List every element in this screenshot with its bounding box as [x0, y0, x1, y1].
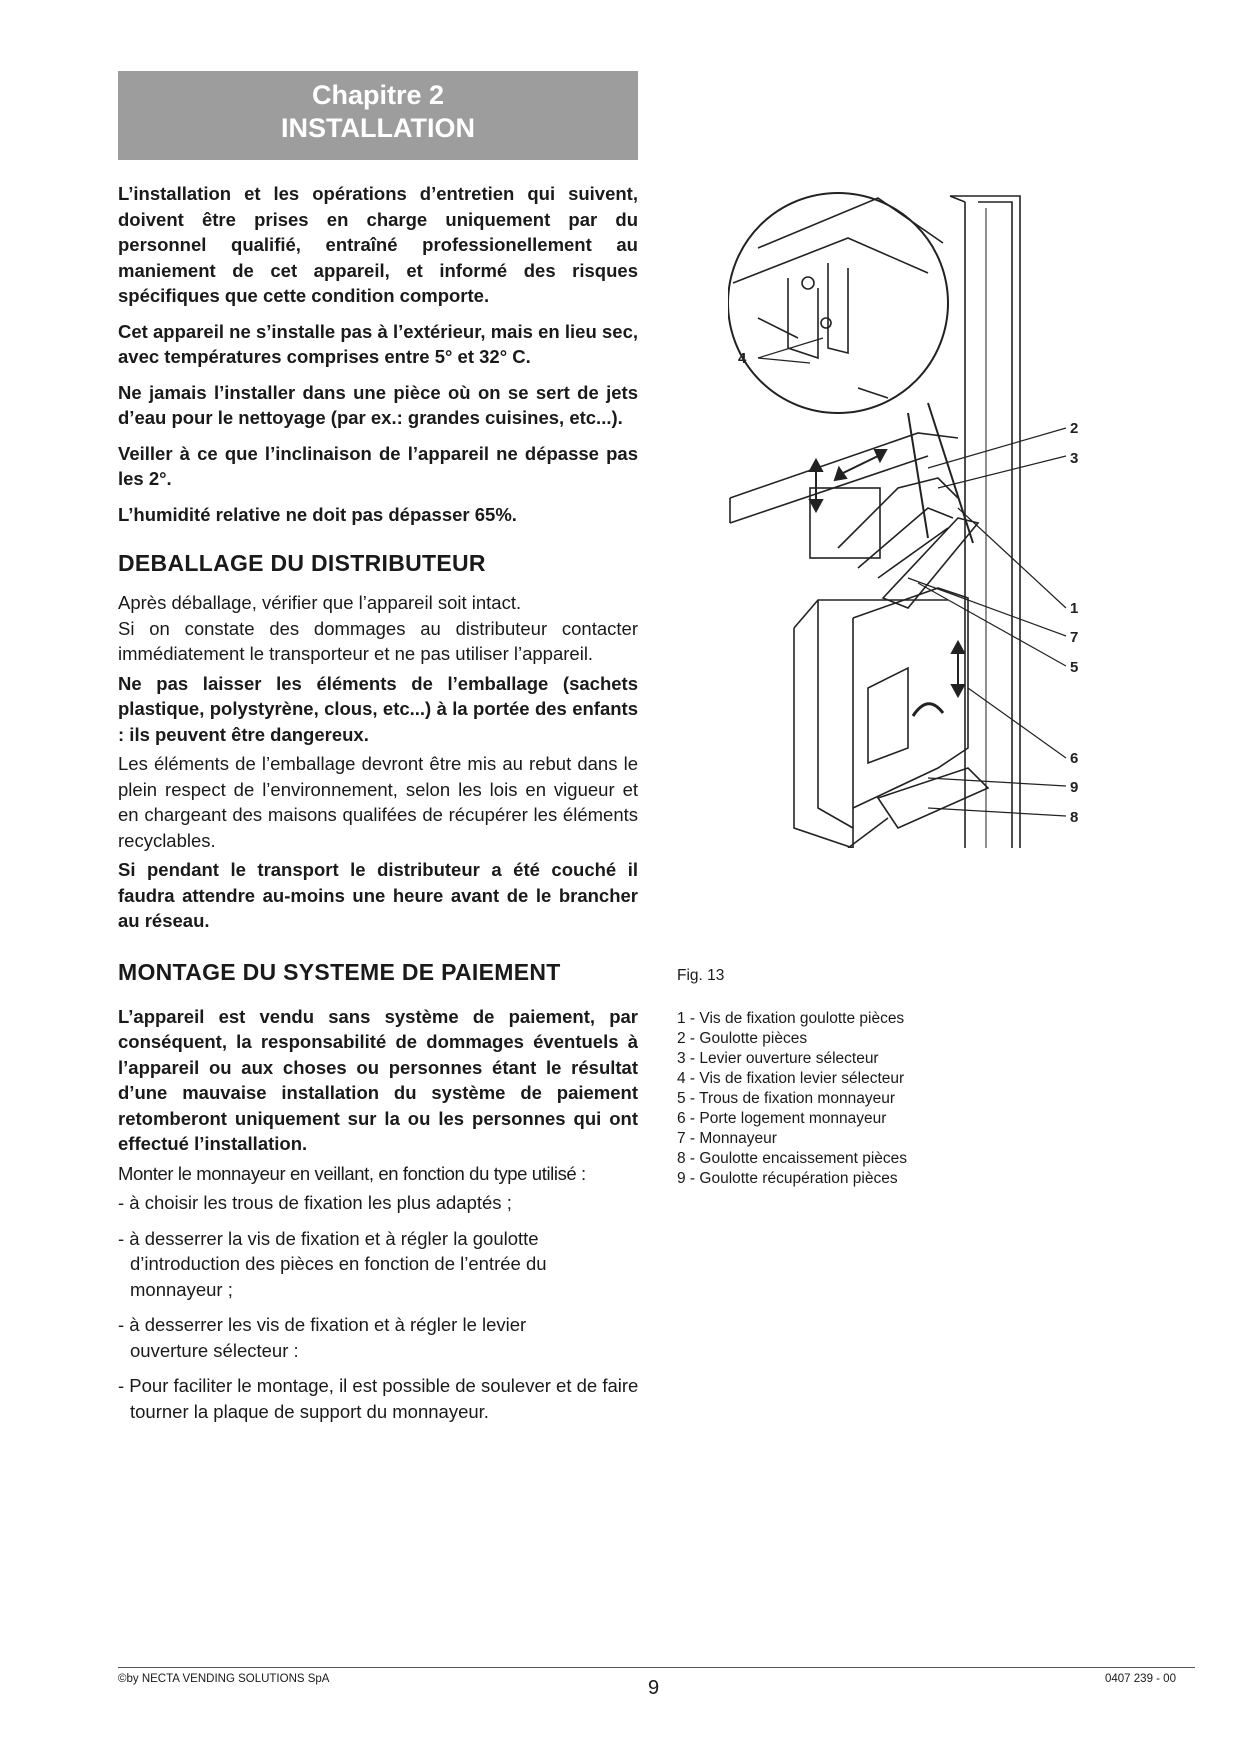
payment-list-item-2: - à desserrer la vis de fixation et à régler la goulotte d’introduction des pièces en fonction de l’entrée du monnayeur ; — [118, 1227, 547, 1300]
callout-1: 1 — [1070, 600, 1079, 617]
legend-item: 2 - Goulotte pièces — [677, 1030, 808, 1047]
legend-item: 8 - Goulotte encaissement pièces — [677, 1150, 908, 1167]
callout-9: 9 — [1070, 779, 1079, 796]
footer-divider — [118, 1667, 1195, 1668]
payment-paragraph-2: Monter le monnayeur en veillant, en fonction du type utilisé : — [118, 1162, 586, 1184]
intro-paragraph-1: L’installation et les opérations d’entretien qui suivent, doivent être prises en charge uniquement par du personnel qualifié, entraîné professionellement au maniement de cet appareil, et informé des risques spécifiques que cette condition comporte. — [118, 183, 638, 306]
callout-6: 6 — [1070, 750, 1079, 767]
legend-item: 9 - Goulotte récupération pièces — [677, 1170, 898, 1187]
legend-item: 6 - Porte logement monnayeur — [677, 1110, 887, 1127]
chapter-number: Chapitre 2 — [311, 80, 445, 110]
payment-list-item-4: - Pour faciliter le montage, il est possible de soulever et de faire tourner la plaque de support du monnayeur. — [118, 1375, 639, 1422]
callout-5: 5 — [1070, 659, 1079, 676]
payment-list-item-1: - à choisir les trous de fixation les plus adaptés ; — [118, 1192, 512, 1213]
figure-legend — [677, 1009, 907, 1189]
document-code: 0407 239 - 00 — [1105, 1673, 1176, 1685]
unpacking-paragraph-4: Si pendant le transport le distributeur a été couché il faudra attendre au-moins une heure avant de le brancher au réseau. — [118, 859, 638, 931]
intro-paragraph-3: Ne jamais l’installer dans une pièce où on se sert de jets d’eau pour le nettoyage (par ex.: grandes cuisines, etc...). — [118, 381, 638, 428]
page-number: 9 — [648, 1677, 660, 1699]
callout-4: 4 — [738, 350, 747, 367]
callout-2: 2 — [1070, 420, 1079, 437]
footer-copyright: ©by NECTA VENDING SOLUTIONS SpA — [118, 1673, 330, 1685]
chapter-banner — [118, 71, 638, 160]
legend-item: 4 - Vis de fixation levier sélecteur — [677, 1070, 905, 1087]
intro-paragraph-2: Cet appareil ne s’installe pas à l’extérieur, mais en lieu sec, avec températures comprises entre 5° et 32° C. — [118, 320, 638, 367]
coin-mechanism-illustration — [728, 188, 1128, 848]
chapter-title: INSTALLATION — [281, 113, 475, 143]
unpacking-paragraph-1b: Si on constate des dommages au distributeur contacter immédiatement le transporteur et ne pas utiliser l’appareil. — [118, 617, 638, 664]
legend-item: 1 - Vis de fixation goulotte pièces — [677, 1010, 905, 1027]
unpacking-paragraph-1a: Après déballage, vérifier que l’appareil soit intact. — [118, 592, 522, 613]
callout-8: 8 — [1070, 809, 1079, 826]
payment-list-item-3: - à desserrer les vis de fixation et à régler le levier ouverture sélecteur : — [118, 1314, 527, 1361]
unpacking-paragraph-3: Les éléments de l’emballage devront être mis au rebut dans le plein respect de l’environnement, selon les lois en vigueur et en chargeant des maisons qualifées de récupérer les éléments recyclables. — [118, 753, 638, 851]
legend-item: 7 - Monnayeur — [677, 1130, 777, 1147]
legend-item: 3 - Levier ouverture sélecteur — [677, 1050, 879, 1067]
figure-caption: Fig. 13 — [677, 967, 725, 984]
legend-item: 5 - Trous de fixation monnayeur — [677, 1090, 895, 1107]
callout-7: 7 — [1070, 629, 1079, 646]
unpacking-heading: DEBALLAGE DU DISTRIBUTEUR — [118, 550, 486, 576]
intro-paragraph-5: L’humidité relative ne doit pas dépasser 65%. — [118, 503, 517, 525]
callout-3: 3 — [1070, 450, 1079, 467]
intro-paragraph-4: Veiller à ce que l’inclinaison de l’appareil ne dépasse pas les 2°. — [118, 442, 638, 489]
payment-heading: MONTAGE DU SYSTEME DE PAIEMENT — [118, 958, 561, 985]
unpacking-warning: Ne pas laisser les éléments de l’emballage (sachets plastique, polystyrène, clous, etc...) à la portée des enfants : ils peuvent être dangereux. — [118, 672, 638, 745]
payment-paragraph-1: L’appareil est vendu sans système de paiement, par conséquent, la responsabilité de dommages éventuels à l’appareil ou aux choses ou personnes étant le résultat d’une mauvaise installation du système de paiement retomberont uniquement sur la ou les personnes qui ont effectué l’installation. — [118, 1005, 638, 1154]
main-text-column — [118, 181, 638, 1424]
